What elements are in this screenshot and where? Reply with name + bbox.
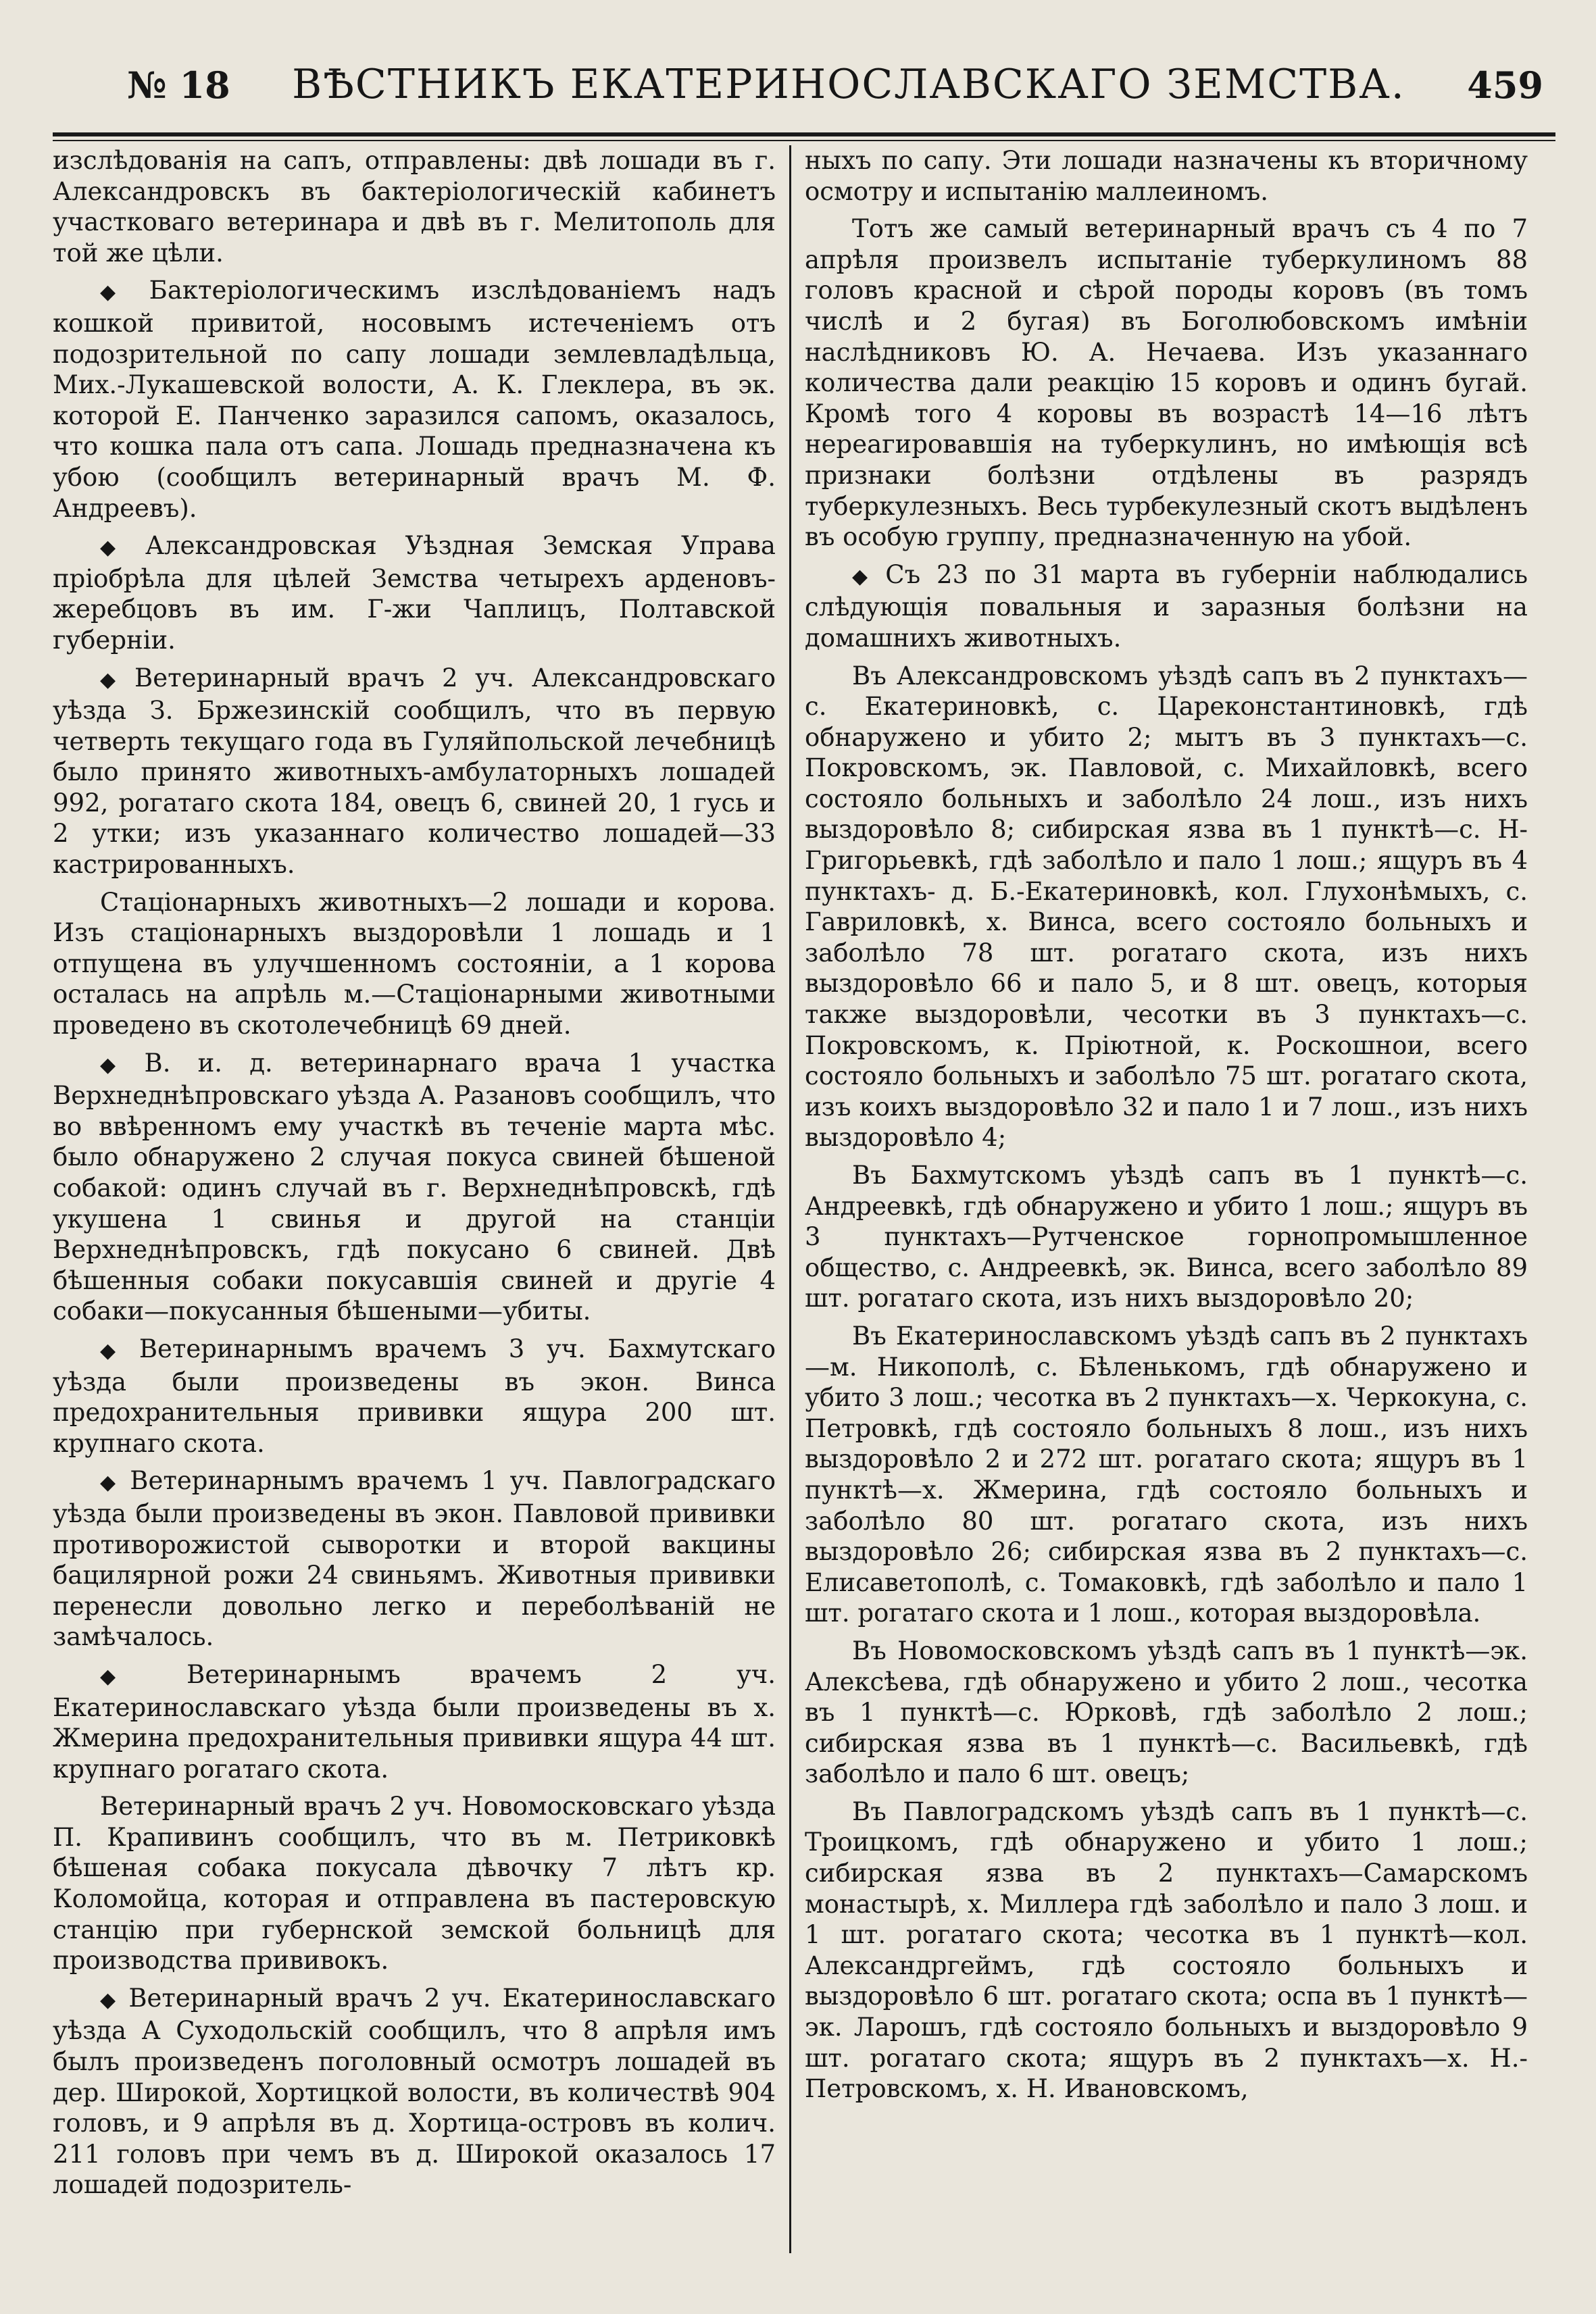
diamond-arrow-icon: ◆ <box>100 668 126 692</box>
header-rule <box>53 132 1555 136</box>
paragraph <box>805 213 1528 553</box>
paragraph-text: изслѣдованія на сапъ, отправлены: двѣ лошади въ г. Александровскъ въ бактеріологическій кабинетъ участковаго ветеринара и двѣ въ г. Мелитополь для той же цѣли. <box>53 146 776 268</box>
paragraph <box>805 1636 1528 1790</box>
paragraph <box>805 1321 1528 1629</box>
paragraph <box>53 1465 776 1653</box>
diamond-arrow-icon: ◆ <box>852 564 876 588</box>
diamond-arrow-icon: ◆ <box>100 280 140 305</box>
paragraph-text: Стаціонарныхъ животныхъ—2 лошади и корова. Изъ стаціонарныхъ выздоровѣли 1 лошадь и 1 отпущена въ улучшенномъ состояніи, а 1 корова осталась на апрѣль м.—Стаціонарными животными проведено въ скотолечебницѣ 69 дней. <box>53 887 776 1040</box>
paragraph-text: Ветеринарный врачъ 2 уч. Новомосковскаго уѣзда П. Крапивинъ сообщилъ, что въ м. Петриковкѣ бѣшеная собака покусала дѣвочку 7 лѣтъ кр. Коломойца, которая и отправлена въ пастеровскую станцію при губернской земской больницѣ для производства прививокъ. <box>53 1792 776 1976</box>
header-rule-thin <box>53 140 1555 141</box>
paragraph-text: Ветеринарнымъ врачемъ 1 уч. Павлоградскаго уѣзда были произведены въ экон. Павловой прививки противорожистой сыворотки и второй вакцины бацилярной рожи 24 свиньямъ. Животныя прививки перенесли довольно легко и переболѣваній не замѣчалось. <box>53 1466 776 1652</box>
left-column <box>53 145 789 2253</box>
journal-title: ВѢСТНИКЪ ЕКАТЕРИНОСЛАВСКАГО ЗЕМСТВА. <box>292 61 1405 108</box>
paragraph-text: Въ Екатеринославскомъ уѣздѣ сапъ въ 2 пунктахъ—м. Никополѣ, с. Бѣленькомъ, гдѣ обнаружено и убито 3 лош.; чесотка въ 2 пунктахъ—х. Черкокуна, с. Петровкѣ, гдѣ состояло больныхъ 8 лош., изъ нихъ выздоровѣло 2 и 272 шт. рогатаго скота; ящуръ въ 1 пунктѣ—х. Жмерина, гдѣ состояло больныхъ и заболѣло 80 шт. рогатаго скота, изъ нихъ выздоровѣло 26; сибирская язва въ 2 пунктахъ—с. Елисаветополѣ, с. Томаковкѣ, гдѣ заболѣло и пало 1 шт. рогатаго скота и 1 лош., которая выздоровѣла. <box>805 1321 1528 1628</box>
paragraph <box>805 145 1528 207</box>
paragraph <box>805 661 1528 1154</box>
paragraph-text: Ветеринарный врачъ 2 уч. Екатеринославскаго уѣзда А Суходольскій сообщилъ, что 8 апрѣля имъ былъ произведенъ поголовный осмотръ лошадей въ дер. Широкой, Хортицкой волости, въ количествѣ 904 головъ, и 9 апрѣля въ д. Хортица-островъ въ колич. 211 головъ при чемъ въ д. Широкой оказалось 17 лошадей подозритель- <box>53 1983 776 2200</box>
paragraph-text: Ветеринарнымъ врачемъ 2 уч. Екатеринославскаго уѣзда были произведены въ х. Жмерина предохранительныя прививки ящура 44 шт. крупнаго рогатаго скота. <box>53 1659 776 1784</box>
paragraph <box>805 1160 1528 1314</box>
paragraph <box>53 1048 776 1327</box>
right-column <box>791 145 1528 2253</box>
paragraph-text: Бактеріологическимъ изслѣдованіемъ надъ кошкой привитой, носовымъ истеченіемъ отъ подозрительной по сапу лошади землевладѣльца, Мих.-Лукашевской волости, А. К. Глеклера, въ эк. которой Е. Панченко заразился сапомъ, оказалось, что кошка пала отъ сапа. Лошадь предназначена къ убою (сообщилъ ветеринарный врачъ М. Ф. Андреевъ). <box>53 276 776 523</box>
page-number: 459 <box>1467 64 1543 107</box>
paragraph-text: Съ 23 по 31 марта въ губерніи наблюдались слѣдующія повальныя и заразныя болѣзни на домашнихъ животныхъ. <box>805 559 1528 653</box>
diamond-arrow-icon: ◆ <box>100 1471 121 1495</box>
paragraph <box>53 1659 776 1784</box>
paragraph-text: Въ Павлоградскомъ уѣздѣ сапъ въ 1 пунктѣ—с. Троицкомъ, гдѣ обнаружено и убито 1 лош.; сибирская язва въ 2 пунктахъ—Самарскомъ монастырѣ, х. Миллера гдѣ заболѣло и пало 3 лош. и 1 шт. рогатаго скота; чесотка въ 1 пунктѣ—кол. Александргеймъ, гдѣ состояло больныхъ и выздоровѣло 6 шт. рогатаго скота; оспа въ 1 пунктѣ—эк. Ларошъ, гдѣ состояло больныхъ и выздоровѣло 9 шт. рогатаго скота; ящуръ въ 2 пунктахъ—х. Н.-Петровскомъ, х. Н. Ивановскомъ, <box>805 1796 1528 2104</box>
paragraph <box>805 1796 1528 2105</box>
paragraph <box>53 663 776 880</box>
paragraph <box>53 887 776 1041</box>
diamond-arrow-icon: ◆ <box>100 1053 135 1077</box>
page-header <box>53 61 1555 128</box>
diamond-arrow-icon: ◆ <box>100 1664 178 1688</box>
paragraph-text: Ветеринарный врачъ 2 уч. Александровскаго уѣзда З. Бржезинскій сообщилъ, что въ первую четверть текущаго года въ Гуляйпольской лечебницѣ было принято животныхъ-амбулаторныхъ лошадей 992, рогатаго скота 184, овецъ 6, свиней 20, 1 гусь и 2 утки; изъ указаннаго количество лошадей—33 кастрированныхъ. <box>53 663 776 880</box>
diamond-arrow-icon: ◆ <box>100 1988 120 2012</box>
paragraph-text: Въ Бахмутскомъ уѣздѣ сапъ въ 1 пунктѣ—с. Андреевкѣ, гдѣ обнаружено и убито 1 лош.; ящуръ въ 3 пунктахъ—Рутченское горнопромышленное общество, с. Андреевкѣ, эк. Винса, всего заболѣло 89 шт. рогатаго скота, изъ нихъ выздоровѣло 20; <box>805 1161 1528 1313</box>
paragraph <box>53 275 776 524</box>
paragraph-text: Александровская Уѣздная Земская Управа пріобрѣла для цѣлей Земства четырехъ арденовъ-жеребцовъ въ им. Г-жи Чаплицъ, Полтавской губерніи. <box>53 531 776 655</box>
paragraph <box>53 1334 776 1459</box>
issue-number: № 18 <box>127 64 230 107</box>
paragraph-text: Ветеринарнымъ врачемъ 3 уч. Бахмутскаго уѣзда были произведены въ экон. Винса предохранительныя прививки ящура 200 шт. крупнаго скота. <box>53 1334 776 1458</box>
paragraph <box>53 1983 776 2200</box>
paragraph <box>805 559 1528 654</box>
paragraph-text: Въ Новомосковскомъ уѣздѣ сапъ въ 1 пунктѣ—эк. Алексѣева, гдѣ обнаружено и убито 2 лош., чесотка въ 1 пунктѣ—с. Юрковѣ, гдѣ заболѣло 2 лош.; сибирская язва въ 1 пунктѣ—с. Васильевкѣ, гдѣ заболѣло и пало 6 шт. овецъ; <box>805 1636 1528 1789</box>
paragraph <box>53 530 776 655</box>
paragraph <box>53 1791 776 1976</box>
paragraph-text: Тотъ же самый ветеринарный врачъ съ 4 по 7 апрѣля произвелъ испытаніе туберкулиномъ 88 головъ красной и сѣрой породы коровъ (въ томъ числѣ и 2 бугая) въ Боголюбовскомъ имѣніи наслѣдниковъ Ю. А. Нечаева. Изъ указаннаго количества дали реакцію 15 коровъ и одинъ бугай. Кромѣ того 4 коровы въ возрастѣ 14—16 лѣтъ нереагировавшія на туберкулинъ, но имѣющія всѣ признаки болѣзни отдѣлены въ разрядъ туберкулезныхъ. Весь турбекулезный скотъ выдѣленъ въ особую группу, предназначенную на убой. <box>805 214 1528 552</box>
paragraph <box>53 145 776 268</box>
paragraph-text: ныхъ по сапу. Эти лошади назначены къ вторичному осмотру и испытанію маллеиномъ. <box>805 146 1528 206</box>
paragraph-text: В. и. д. ветеринарнаго врача 1 участка Верхнеднѣпровскаго уѣзда А. Разановъ сообщилъ, что во ввѣренномъ ему участкѣ въ теченіе марта мѣс. было обнаружено 2 случая покуса свиней бѣшеной собакой: одинъ случай въ г. Верхнеднѣпровскѣ, гдѣ укушена 1 свинья и другой на станціи Верхнеднѣпровскъ, гдѣ покусано 6 свиней. Двѣ бѣшенныя собаки покусавшія свиней и другіе 4 собаки—покусанныя бѣшеными—убиты. <box>53 1048 776 1326</box>
paragraph-text: Въ Александровскомъ уѣздѣ сапъ въ 2 пунктахъ—с. Екатериновкѣ, с. Цареконстантиновкѣ, гдѣ обнаружено и убито 2; мытъ въ 3 пунктахъ—с. Покровскомъ, эк. Павловой, с. Михайловкѣ, всего состояло больныхъ и заболѣло 24 лош., изъ нихъ выздоровѣло 8; сибирская язва въ 1 пунктѣ—с. Н-Григорьевкѣ, гдѣ заболѣло и пало 1 лош.; ящуръ въ 4 пунктахъ- д. Б.-Екатериновкѣ, кол. Глухонѣмыхъ, с. Гавриловкѣ, х. Винса, всего состояло больныхъ и заболѣло 78 шт. рогатаго скота, изъ нихъ выздоровѣло 66 и пало 5, и 8 шт. овецъ, которыя также выздоровѣли, чесотки въ 3 пунктахъ—с. Покровскомъ, к. Пріютной, к. Роскошнои, всего состояло больныхъ и заболѣло 75 шт. рогатаго скота, изъ коихъ выздоровѣло 32 и пало 1 и 7 лош., изъ нихъ выздоровѣло 4; <box>805 661 1528 1153</box>
diamond-arrow-icon: ◆ <box>100 1338 130 1363</box>
text-columns <box>53 145 1555 2253</box>
diamond-arrow-icon: ◆ <box>100 536 136 560</box>
